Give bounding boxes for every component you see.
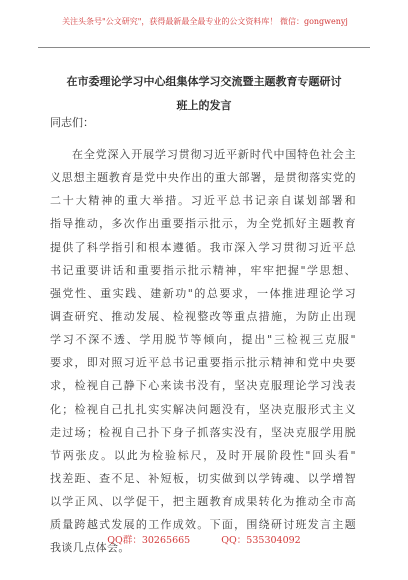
body-line: 提供了科学指引和根本遵循。我市深入学习贯彻习近平总 (50, 240, 356, 254)
body-line: 质量跨越式发展的工作成效。下面，围绕研讨班发言主题 (50, 518, 356, 532)
salutation: 同志们： (50, 116, 94, 129)
body-line: 化；检视自己扎扎实实解决问题没有，坚决克服形式主义 (50, 402, 356, 416)
title-line-2: 班上的发言 (176, 99, 232, 112)
body-line: 以学正风、以学促干，把主题教育成果转化为推动全市高 (50, 495, 356, 509)
body-line: 节两张皮。以此为检验标尺，及时开展阶段性"回头看" (50, 448, 356, 462)
body-line: 在全党深入开展学习贯彻习近平新时代中国特色社会主 (72, 148, 356, 161)
body-paragraph (50, 143, 356, 560)
footer-contact (0, 535, 408, 547)
footer-qq: QQ：535304092 (221, 535, 301, 546)
footer-qq-group: QQ群：30265665 (107, 535, 191, 546)
body-line: 我谈几点体会。 (50, 541, 130, 555)
body-line: 强党性、重实践、建新功"的总要求，一体推进理论学习 (50, 286, 356, 300)
body-line: 找差距、查不足、补短板，切实做到以学铸魂、以学增智 (50, 471, 356, 485)
title-line-1: 在市委理论学习中心组集体学习交流暨主题教育专题研讨 (66, 75, 342, 88)
body-line: 义思想主题教育是党中央作出的重大部署，是贯彻落实党的 (50, 171, 356, 185)
header-banner: 关注头条号"公文研究"，获得最新最全最专业的公文资料库！ 微信：gongwenyj (62, 17, 348, 26)
body-line: 走过场；检视自己扑下身子抓落实没有，坚决克服学用脱 (50, 425, 356, 439)
body-line: 求，检视自己静下心来读书没有，坚决克服理论学习浅表 (50, 379, 356, 393)
header-divider (38, 47, 370, 48)
body-line: 书记重要讲话和重要指示批示精神，牢牢把握"学思想、 (50, 263, 356, 277)
body-line: 指导推动，多次作出重要指示批示，为全党抓好主题教育 (50, 217, 356, 231)
body-line: 学习不深不透、学用脱节等倾向，提出"三检视三克服" (50, 333, 356, 347)
body-line: 二十大精神的重大举措。习近平总书记亲自谋划部署和 (50, 194, 356, 208)
body-line: 调查研究、推动发展、检视整改等重点措施，为防止出现 (50, 309, 356, 323)
document-title (30, 70, 378, 118)
body-line: 要求，即对照习近平总书记重要指示批示精神和党中央要 (50, 356, 356, 370)
